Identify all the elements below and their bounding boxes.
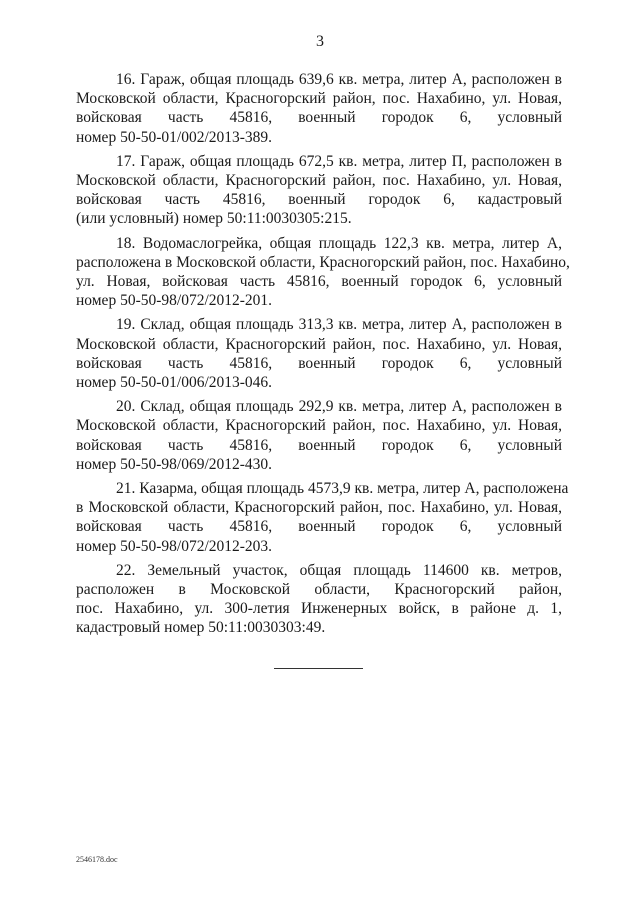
list-item-line: войсковая часть 45816, военный городок 6, кадастровый xyxy=(76,191,562,209)
list-item-line: Московской области, Красногорский район, пос. Нахабино, ул. Новая, xyxy=(76,335,562,353)
list-item xyxy=(76,397,562,474)
list-item-line: Московской области, Красногорский район, пос. Нахабино, ул. Новая, xyxy=(76,172,562,190)
list-item-line: 17. Гараж, общая площадь 672,5 кв. метра, литер П, расположен в xyxy=(116,152,562,170)
list-item-line: (или условный) номер 50:11:0030305:215. xyxy=(76,210,352,228)
list-item-line: расположен в Московской области, Красногорский район, xyxy=(76,581,562,599)
list-item-line: войсковая часть 45816, военный городок 6, условный xyxy=(76,354,562,372)
list-item-line: Московской области, Красногорский район, пос. Нахабино, ул. Новая, xyxy=(76,90,562,108)
list-item-line: кадастровый номер 50:11:0030303:49. xyxy=(76,619,326,637)
end-of-list-rule xyxy=(274,668,363,669)
list-item-line: 22. Земельный участок, общая площадь 114600 кв. метров, xyxy=(116,561,562,579)
list-item xyxy=(76,234,570,311)
list-item-line: 21. Казарма, общая площадь 4573,9 кв. метра, литер А, расположена xyxy=(116,480,569,498)
list-item-line: 19. Склад, общая площадь 313,3 кв. метра, литер А, расположен в xyxy=(116,316,562,334)
list-item-line: расположена в Московской области, Красногорский район, пос. Нахабино, xyxy=(76,253,570,271)
list-item xyxy=(76,152,562,229)
list-item-line: войсковая часть 45816, военный городок 6, условный xyxy=(76,436,562,454)
list-item-line: пос. Нахабино, ул. 300-летия Инженерных войск, в районе д. 1, xyxy=(76,600,562,618)
list-item xyxy=(76,479,569,556)
list-item-line: 16. Гараж, общая площадь 639,6 кв. метра, литер А, расположен в xyxy=(116,71,562,88)
list-item-line: 18. Водомаслогрейка, общая площадь 122,3 кв. метра, литер А, xyxy=(116,234,562,252)
list-item-line: номер 50-50-98/069/2012-430. xyxy=(76,455,273,473)
list-item-line: войсковая часть 45816, военный городок 6, условный xyxy=(76,109,562,127)
list-item-line: Московской области, Красногорский район, пос. Нахабино, ул. Новая, xyxy=(76,417,562,435)
list-item-line: номер 50-50-98/072/2012-203. xyxy=(76,537,273,555)
list-item xyxy=(76,561,562,638)
footer-filename: 2546178.doc xyxy=(76,855,118,864)
list-item-line: номер 50-50-98/072/2012-201. xyxy=(76,292,273,310)
page-number: 3 xyxy=(316,33,324,50)
list-item-line: номер 50-50-01/006/2013-046. xyxy=(76,374,273,392)
list-item-line: ул. Новая, войсковая часть 45816, военный городок 6, условный xyxy=(76,273,562,291)
list-item-line: 20. Склад, общая площадь 292,9 кв. метра, литер А, расположен в xyxy=(116,398,562,416)
list-item-line: в Московской области, Красногорский район, пос. Нахабино, ул. Новая, xyxy=(76,499,562,517)
list-item-line: войсковая часть 45816, военный городок 6, условный xyxy=(76,518,562,536)
list-item xyxy=(76,70,562,147)
list-item xyxy=(76,315,562,392)
list-item-line: номер 50-50-01/002/2013-389. xyxy=(76,128,273,146)
document-body xyxy=(76,70,570,643)
